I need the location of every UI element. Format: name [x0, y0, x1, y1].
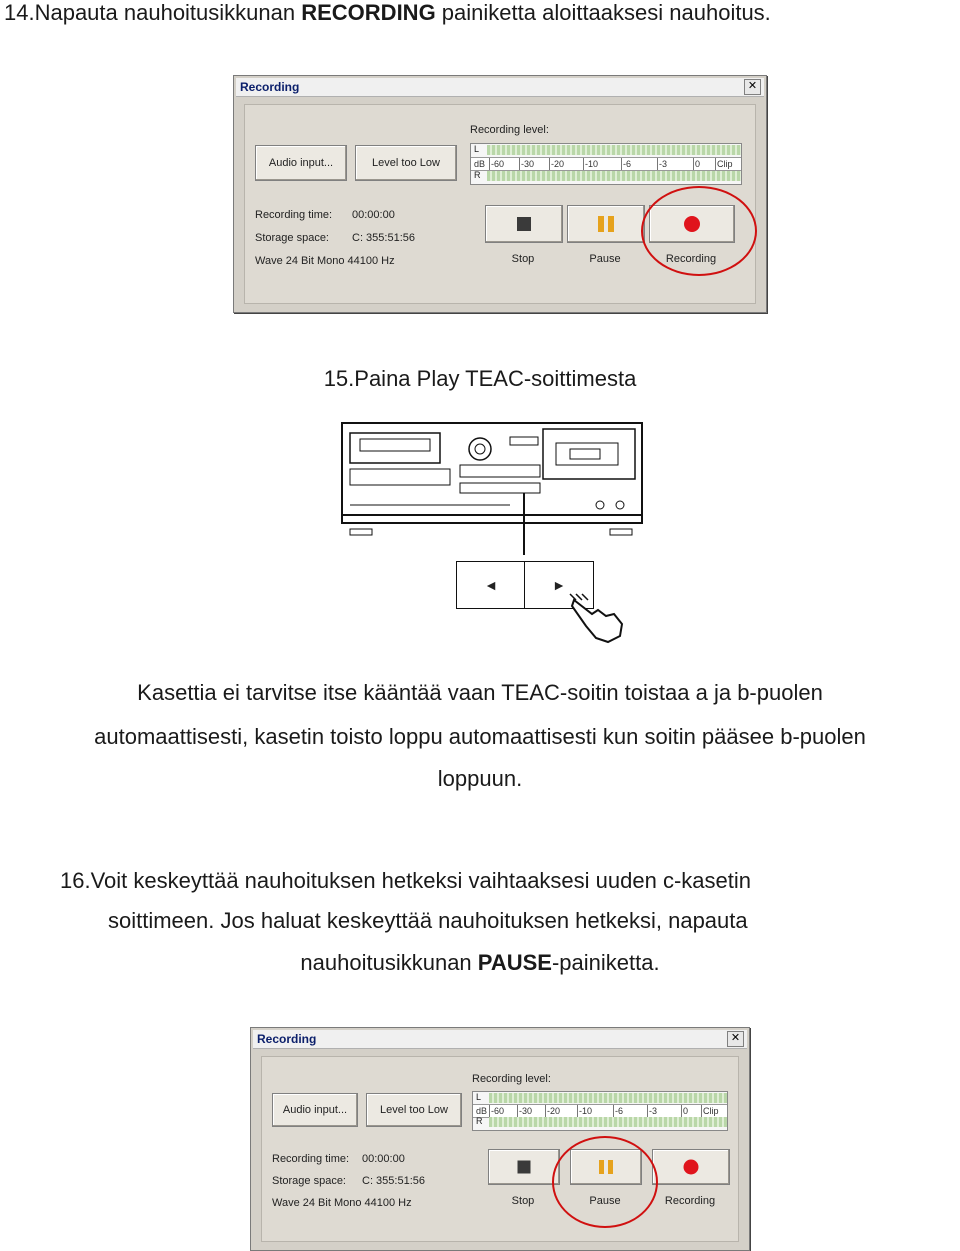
step-16-line-2: soittimeen. Jos haluat keskeyttää nauhoituksen hetkeksi, napauta	[108, 908, 748, 933]
pause-button[interactable]	[567, 205, 645, 243]
close-button[interactable]: ✕	[744, 79, 761, 95]
window-titlebar	[236, 78, 764, 97]
channel-left-label: L	[476, 1092, 482, 1102]
close-button[interactable]: ✕	[727, 1031, 744, 1047]
recording-time-value: 00:00:00	[362, 1153, 405, 1165]
step-15-instruction: 15.Paina Play TEAC-soittimesta	[323, 366, 637, 391]
step-14-suffix: painiketta aloittaaksesi nauhoitus.	[435, 0, 771, 25]
audio-input-button[interactable]: Audio input...	[272, 1093, 358, 1127]
stop-label: Stop	[511, 253, 535, 265]
pause-label: Pause	[589, 1195, 621, 1207]
scale-tick: -3	[649, 1106, 658, 1116]
db-scale	[473, 1104, 727, 1118]
scale-tick: -30	[521, 159, 535, 169]
record-label: Recording	[665, 253, 717, 265]
scale-tick: -60	[491, 159, 505, 169]
scale-tick: -60	[491, 1106, 505, 1116]
scale-tick: -3	[659, 159, 668, 169]
play-button[interactable]: ►	[524, 561, 594, 609]
stop-label: Stop	[511, 1195, 535, 1207]
pause-highlight-circle	[552, 1136, 658, 1228]
channel-left-label: L	[474, 144, 480, 154]
scale-tick: -10	[585, 159, 599, 169]
recording-time-label: Recording time:	[255, 209, 333, 221]
pointing-hand-icon	[568, 592, 628, 644]
left-channel-bar	[487, 145, 741, 155]
channel-right-label: R	[474, 170, 481, 180]
level-status-box: Level too Low	[355, 145, 457, 181]
left-channel-bar	[489, 1093, 727, 1103]
note-line-3: loppuun.	[437, 766, 523, 791]
window-titlebar	[253, 1030, 747, 1049]
right-channel-bar	[487, 171, 741, 181]
scale-tick: Clip	[703, 1106, 719, 1116]
level-meter	[472, 1091, 728, 1131]
stop-button[interactable]	[485, 205, 563, 243]
storage-space-value: C: 355:51:56	[352, 232, 415, 244]
stop-icon	[518, 1161, 531, 1174]
recording-level-label: Recording level:	[472, 1073, 551, 1085]
db-scale	[471, 157, 741, 171]
audio-input-button[interactable]: Audio input...	[255, 145, 347, 181]
note-line-2: automaattisesti, kasetin toisto loppu automaattisesti kun soitin pääsee b-puolen	[94, 724, 866, 749]
window-title: Recording	[240, 80, 300, 94]
record-button[interactable]	[652, 1149, 730, 1185]
rewind-button[interactable]: ◄	[456, 561, 526, 609]
audio-format: Wave 24 Bit Mono 44100 Hz	[255, 255, 395, 267]
record-highlight-circle	[641, 186, 757, 276]
recording-time-label: Recording time:	[272, 1153, 350, 1165]
step-16-line-3	[0, 950, 960, 976]
note-line-1: Kasettia ei tarvitse itse kääntää vaan TEAC-soitin toistaa a ja b-puolen	[137, 680, 823, 705]
level-meter	[470, 143, 742, 185]
pause-icon	[598, 216, 614, 232]
scale-tick: -6	[623, 159, 632, 169]
scale-tick: -20	[547, 1106, 561, 1116]
right-channel-bar	[489, 1117, 727, 1127]
channel-right-label: R	[476, 1116, 483, 1126]
record-label: Recording	[664, 1195, 716, 1207]
step-14-bold: RECORDING	[301, 0, 436, 25]
step-16-suffix: -painiketta.	[551, 950, 660, 975]
storage-space-label: Storage space:	[255, 232, 329, 244]
step-14-instruction	[4, 0, 771, 26]
stop-icon	[517, 217, 531, 231]
recording-time-value: 00:00:00	[352, 209, 395, 221]
window-title: Recording	[257, 1032, 317, 1046]
scale-tick: -20	[551, 159, 565, 169]
step-16-prefix: nauhoitusikkunan	[300, 950, 478, 975]
pause-label: Pause	[589, 253, 621, 265]
window-panel	[261, 1056, 739, 1242]
recording-window-2	[250, 1027, 750, 1251]
scale-tick: Clip	[717, 159, 733, 169]
storage-space-label: Storage space:	[272, 1175, 346, 1187]
scale-tick: 0	[695, 159, 701, 169]
scale-tick: 0	[683, 1106, 689, 1116]
level-status-box: Level too Low	[366, 1093, 462, 1127]
recording-level-label: Recording level:	[470, 124, 549, 136]
step-16-bold: PAUSE	[477, 950, 552, 975]
storage-space-value: C: 355:51:56	[362, 1175, 425, 1187]
scale-tick: -10	[579, 1106, 593, 1116]
step-16-line-1: 16.Voit keskeyttää nauhoituksen hetkeksi vaihtaaksesi uuden c-kasetin	[60, 868, 751, 893]
scale-tick: -6	[615, 1106, 624, 1116]
stop-button[interactable]	[488, 1149, 560, 1185]
scale-tick: -30	[519, 1106, 533, 1116]
audio-format: Wave 24 Bit Mono 44100 Hz	[272, 1197, 412, 1209]
step-14-prefix: 14.Napauta nauhoitusikkunan	[4, 0, 302, 25]
scale-tick: dB	[476, 1106, 488, 1116]
record-icon	[684, 1160, 699, 1175]
scale-tick: dB	[474, 159, 486, 169]
